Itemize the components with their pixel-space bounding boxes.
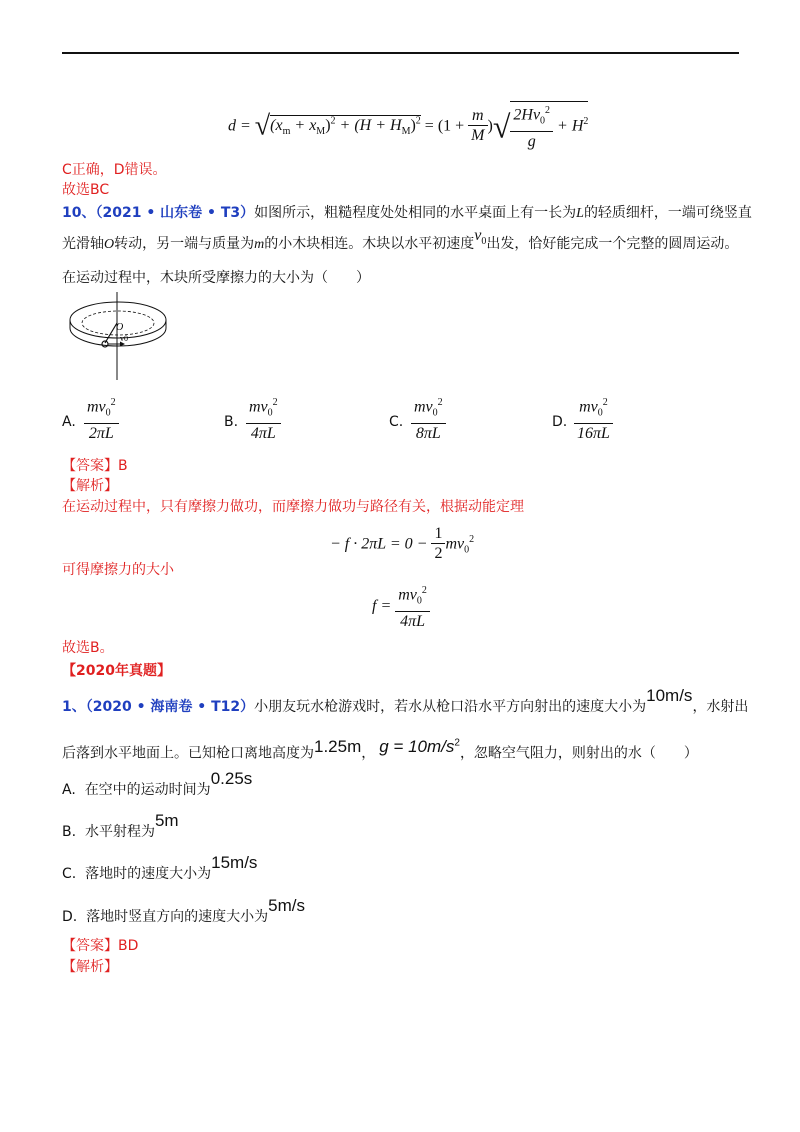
q1-answer: 【答案】BD xyxy=(62,938,139,954)
q10-equation-1: − f · 2πL = 0 − $\frac{1}{2}$ $mv_0^2$ xyxy=(330,525,475,563)
q10-analysis-text: 在运动过程中，只有摩擦力做功，而摩擦力做功与路径有关，根据动能定理 xyxy=(62,499,524,515)
q10-analysis-text-2: 可得摩擦力的大小 xyxy=(62,562,174,578)
q1-option-c[interactable]: C. 落地时的速度大小为15m/s xyxy=(62,853,258,882)
formula-d: $d = √(x_m + x_M)^2 + (H + H_M)^2 = (1$ + $\frac{m}{M}$ )√ $\frac{2Hv_0^2}{g}$ + $H^2$ xyxy=(228,100,588,144)
prev-conclusion: C正确，D错误。 xyxy=(62,162,167,178)
q10-equation-2: f = $\frac{mv_0^2}{4\pi L}$ xyxy=(372,582,430,626)
q10-option-a[interactable]: A. $\frac{mv_0^2}{2\pi L}$ xyxy=(62,394,76,436)
q10-answer: 【答案】B xyxy=(62,458,128,474)
q10-option-d[interactable]: D. $\frac{mv_0^2}{16\pi L}$ xyxy=(552,394,567,436)
q1-option-b[interactable]: B. 水平射程为5m xyxy=(62,811,179,840)
q10-conclusion: 故选B。 xyxy=(62,640,114,656)
rotating-rod-figure xyxy=(62,290,174,382)
q1-line2: 后落到水平地面上。已知枪口离地高度为1.25m， $g = 10m/s^2$，忽略空气阻力，则射出的水（ ） xyxy=(62,736,698,762)
figure-label-O: O xyxy=(116,322,124,333)
q1-line1: 1、（2020 • 海南卷 • T12）小朋友玩水枪游戏时，若水从枪口沿水平方向射出的速度大小为10m/s，水射出 xyxy=(62,686,749,715)
q10-line2: 光滑轴O转动，另一端与质量为m的小木块相连。木块以水平初速度$v_0$出发，恰好能完成一个完整的圆周运动。 xyxy=(62,227,739,252)
section-title-2020: 【2020年真题】 xyxy=(62,663,171,679)
q1-option-d[interactable]: D. 落地时竖直方向的速度大小为5m/s xyxy=(62,896,305,925)
q10-line3: 在运动过程中，木块所受摩擦力的大小为（ ） xyxy=(62,270,370,286)
q1-option-a[interactable]: A. 在空中的运动时间为0.25s xyxy=(62,769,253,798)
q10-option-b[interactable]: B. $\frac{mv_0^2}{4\pi L}$ xyxy=(224,394,238,436)
q10-line1: 10、（2021 • 山东卷 • T3）如图所示，粗糙程度处处相同的水平桌面上有一长为L的轻质细杆，一端可绕竖直 xyxy=(62,205,752,221)
prev-answer: 故选BC xyxy=(62,182,110,198)
header-rule xyxy=(62,52,739,54)
q1-analysis-title: 【解析】 xyxy=(62,959,118,975)
q1-source: （2020 • 海南卷 • T12） xyxy=(85,699,255,715)
q10-source: （2021 • 山东卷 • T3） xyxy=(95,205,255,221)
q1-number: 1、 xyxy=(62,699,86,715)
q10-number: 10、 xyxy=(62,205,96,221)
q10-analysis-title: 【解析】 xyxy=(62,478,118,494)
q10-option-c[interactable]: C. $\frac{mv_0^2}{8\pi L}$ xyxy=(389,394,403,436)
figure-label-v0: v0 xyxy=(120,334,128,343)
